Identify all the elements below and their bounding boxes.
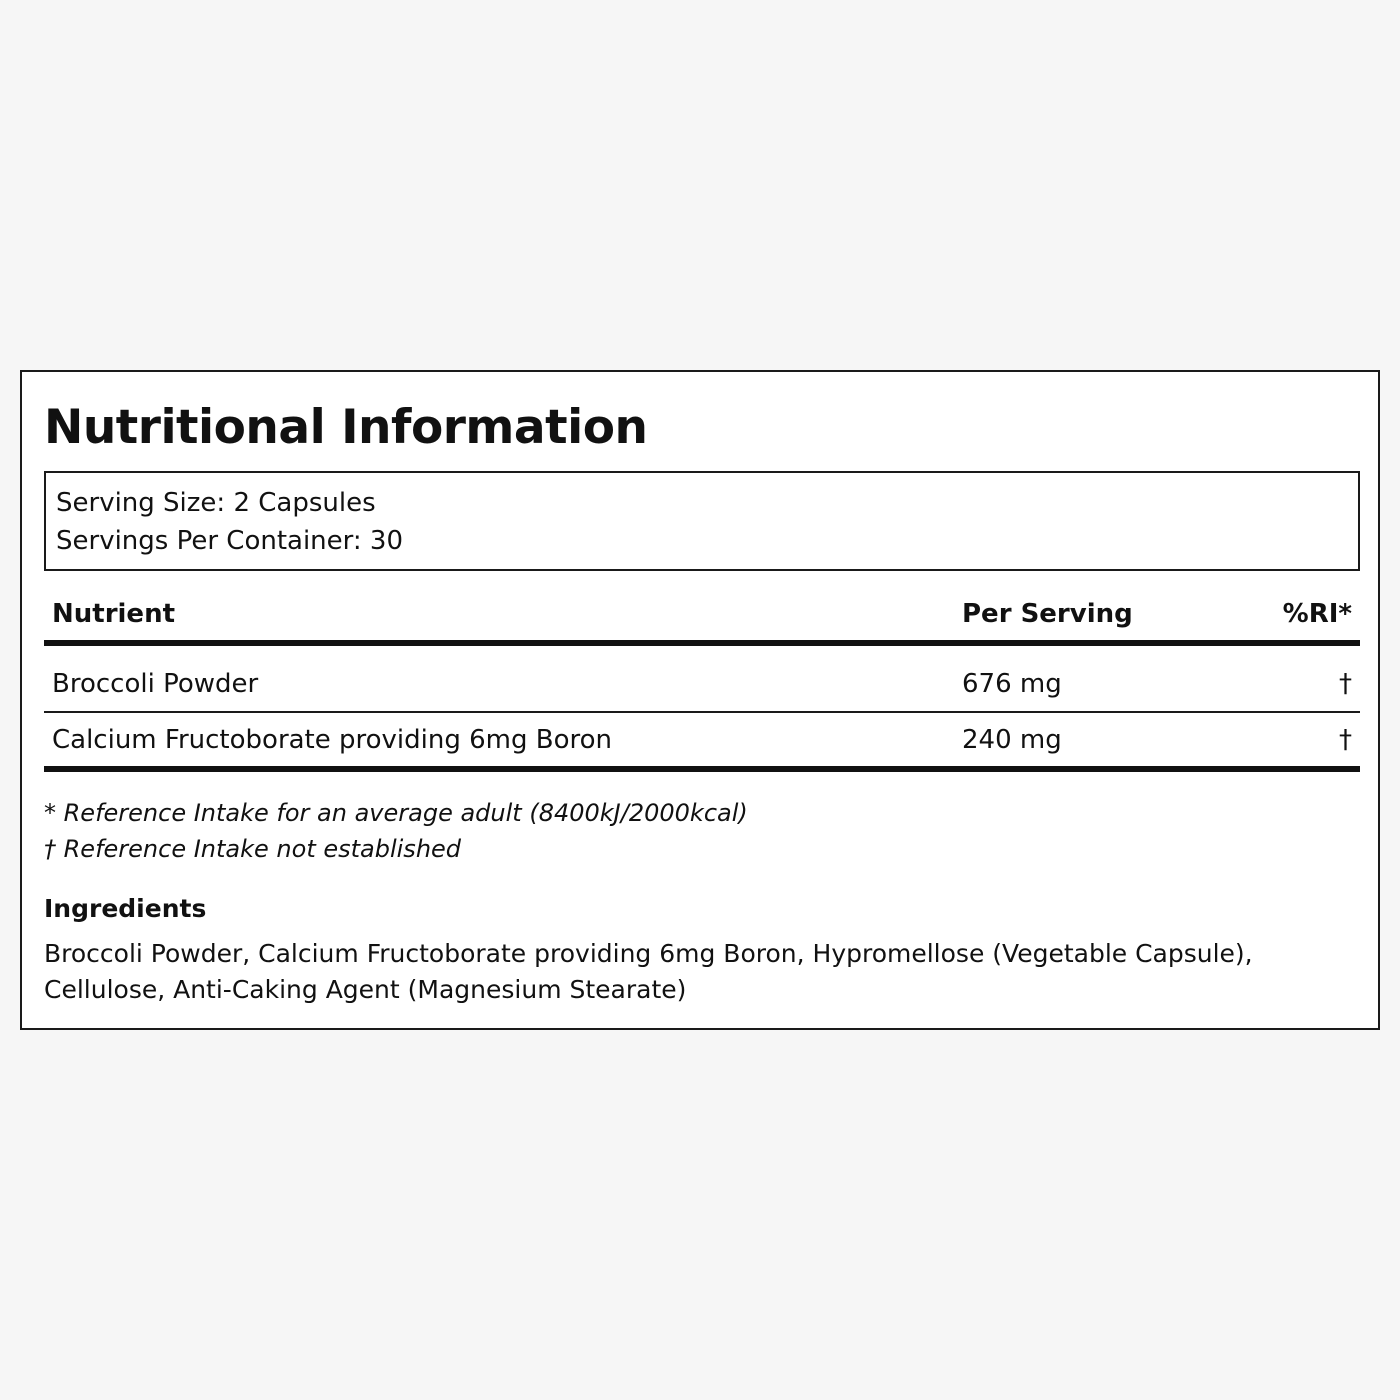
- row-nutrient: Broccoli Powder: [52, 669, 259, 699]
- row-nutrient: Calcium Fructoborate providing 6mg Boron: [52, 725, 613, 755]
- serving-size: Serving Size: 2 Capsules: [56, 488, 376, 518]
- header-per-serving: Per Serving: [962, 599, 1133, 629]
- row-divider: [44, 711, 1360, 713]
- header-nutrient: Nutrient: [52, 599, 176, 629]
- table-row: [44, 666, 1360, 706]
- row-ri: †: [1339, 669, 1352, 699]
- row-ri: †: [1339, 725, 1352, 755]
- ingredients-text: Broccoli Powder, Calcium Fructoborate providing 6mg Boron, Hypromellose (Vegetable Capsule), Cellulose, Anti-Caking Agent (Magnesium Stearate): [44, 939, 1253, 1004]
- ingredients-title: Ingredients: [44, 894, 207, 923]
- servings-per-container: Servings Per Container: 30: [56, 526, 404, 556]
- serving-info-box: [44, 471, 1360, 571]
- table-row: [44, 722, 1360, 762]
- header-divider: [44, 640, 1360, 646]
- page-title: Nutritional Information: [44, 400, 648, 455]
- table-bottom-divider: [44, 766, 1360, 772]
- row-per-serving: 240 mg: [962, 725, 1062, 755]
- nutrition-panel: [20, 370, 1380, 1030]
- footnote-dagger: † Reference Intake not established: [44, 835, 462, 863]
- table-header: [44, 596, 1360, 636]
- row-per-serving: 676 mg: [962, 669, 1062, 699]
- footnote-ri: * Reference Intake for an average adult (8400kJ/2000kcal): [44, 799, 748, 827]
- header-ri: %RI*: [1282, 599, 1352, 629]
